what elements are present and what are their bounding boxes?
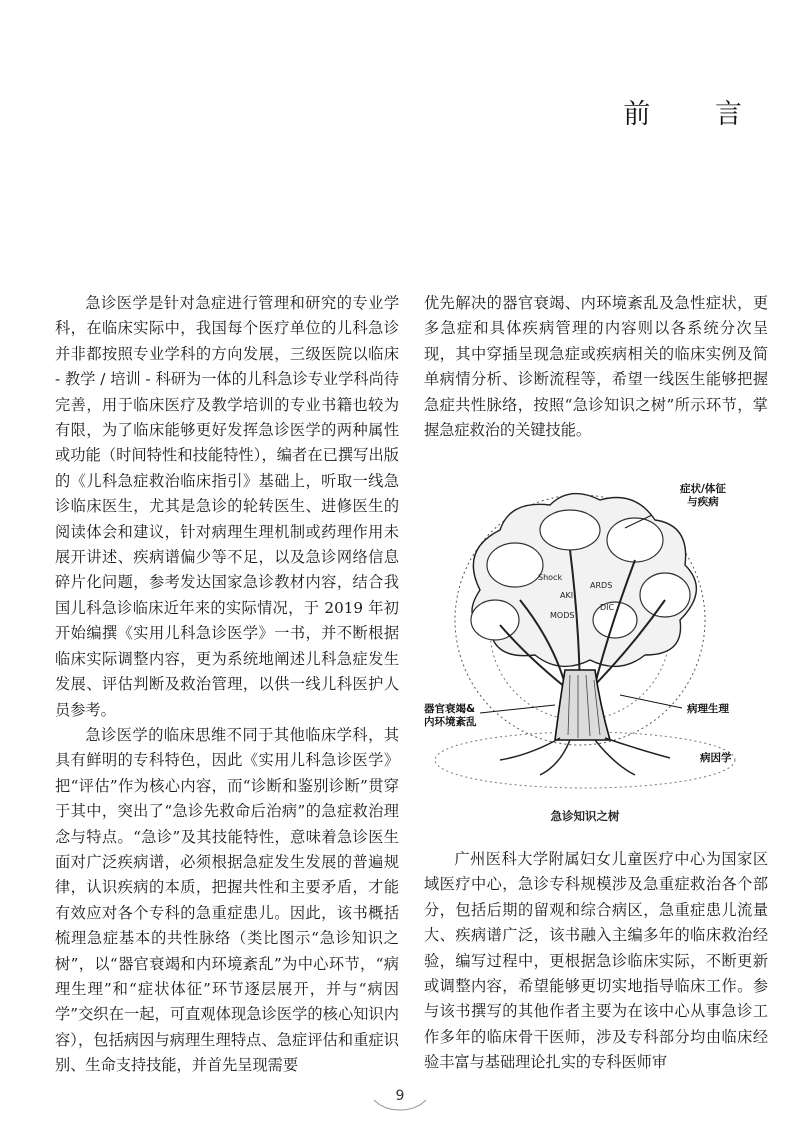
paragraph-1: 急诊医学是针对急症进行管理和研究的专业学科，在临床实际中，我国每个医疗单位的儿科急诊并非都按照专业学科的方向发展，三级医院以临床 - 教学 / 培训 - 科研为一体的儿科急诊专业学科尚待完善，用于临床医疗及教学培训的专业书籍也较为有限，为了临床能够更好发挥急诊医学的两种属性或功能（时间特性和技能特性），编者在已撰写出版的《儿科急症救治临床指引》基础上，听取一线急诊临床医生，尤其是急诊的轮转医生、进修医生的阅读体会和建议，针对病理生理机制或药理作用未展开讲述、疾病谱偏少等不足，以及急诊网络信息碎片化问题，参考发达国家急诊教材内容，结合我国儿科急诊临床近年来的实际情况，于 2019 年初开始编撰《实用儿科急诊医学》一书，并不断根据临床实际调整内容，更为系统地阐述儿科急症发生发展、评估判断及救治管理，以供一线儿科医护人员参考。 <box>55 294 399 719</box>
label-symptoms: 症状/体征 与疾病 <box>680 483 726 508</box>
knowledge-tree-figure <box>420 470 750 800</box>
paragraph-2: 急诊医学的临床思维不同于其他临床学科，其具有鲜明的专科特色，因此《实用儿科急诊医学》把“评估”作为核心内容，而“诊断和鉴别诊断”贯穿于其中，突出了“急诊先救命后治病”的急症救治理念与特点。“急诊”及其技能特性，意味着急诊医生面对广泛疾病谱，必须根据急症发生发展的普遍规律，认识疾病的本质，把握共性和主要矛盾，才能有效应对各个专科的急重症患儿。因此，该书概括梳理急症基本的共性脉络（类比图示“急诊知识之树”，以“器官衰竭和内环境紊乱”为中心环节，“病理生理”和“症状体征”环节逐层展开，并与“病因学”交织在一起，可直观体现急诊医学的核心知识内容），包括病因与病理生理特点、急症评估和重症识别、生命支持技能，并首先呈现需要 <box>55 725 399 1075</box>
figure-caption: 急诊知识之树 <box>550 809 620 823</box>
right-column-top <box>424 291 768 443</box>
label-pathophysiology: 病理生理 <box>687 703 729 715</box>
tree-word-shock: Shock <box>538 573 563 582</box>
label-etiology: 病因学 <box>700 752 732 764</box>
roots <box>500 738 670 775</box>
page-title: 前 言 <box>623 99 770 130</box>
paragraph-3: 广州医科大学附属妇女儿童医疗中心为国家区域医疗中心，急诊专科规模涉及急重症救治各个部分，包括后期的留观和综合病区，急重症患儿流量大、疾病谱广泛，该书融入主编多年的临床救治经验，编写过程中，更根据急诊临床实际，不断更新或调整内容，希望能够更切实地指导临床工作。参与该书撰写的其他作者主要为在该中心从事急诊工作多年的临床骨干医师，涉及专科部分均由临床经验丰富与基础理论扎实的专科医师审 <box>424 850 768 1072</box>
svg-text:ARDS: ARDS <box>590 581 613 590</box>
label-organ-failure: 器官衰竭& 内环境紊乱 <box>424 703 477 728</box>
page-number: 9 <box>395 1088 405 1104</box>
left-column <box>55 291 399 1079</box>
right-column-bottom <box>424 847 768 1076</box>
trunk <box>555 670 610 740</box>
svg-text:MODS: MODS <box>550 611 575 620</box>
svg-text:AKI: AKI <box>560 591 574 600</box>
paragraph-2-continued: 优先解决的器官衰竭、内环境紊乱及急性症状，更多急症和具体疾病管理的内容则以各系统分次呈现，其中穿插呈现急症或疾病相关的临床实例及简单病情分析、诊断流程等，希望一线医生能够把握急症共性脉络，按照“急诊知识之树”所示环节，掌握急症救治的关键技能。 <box>424 294 768 440</box>
svg-text:DIC: DIC <box>600 603 615 612</box>
